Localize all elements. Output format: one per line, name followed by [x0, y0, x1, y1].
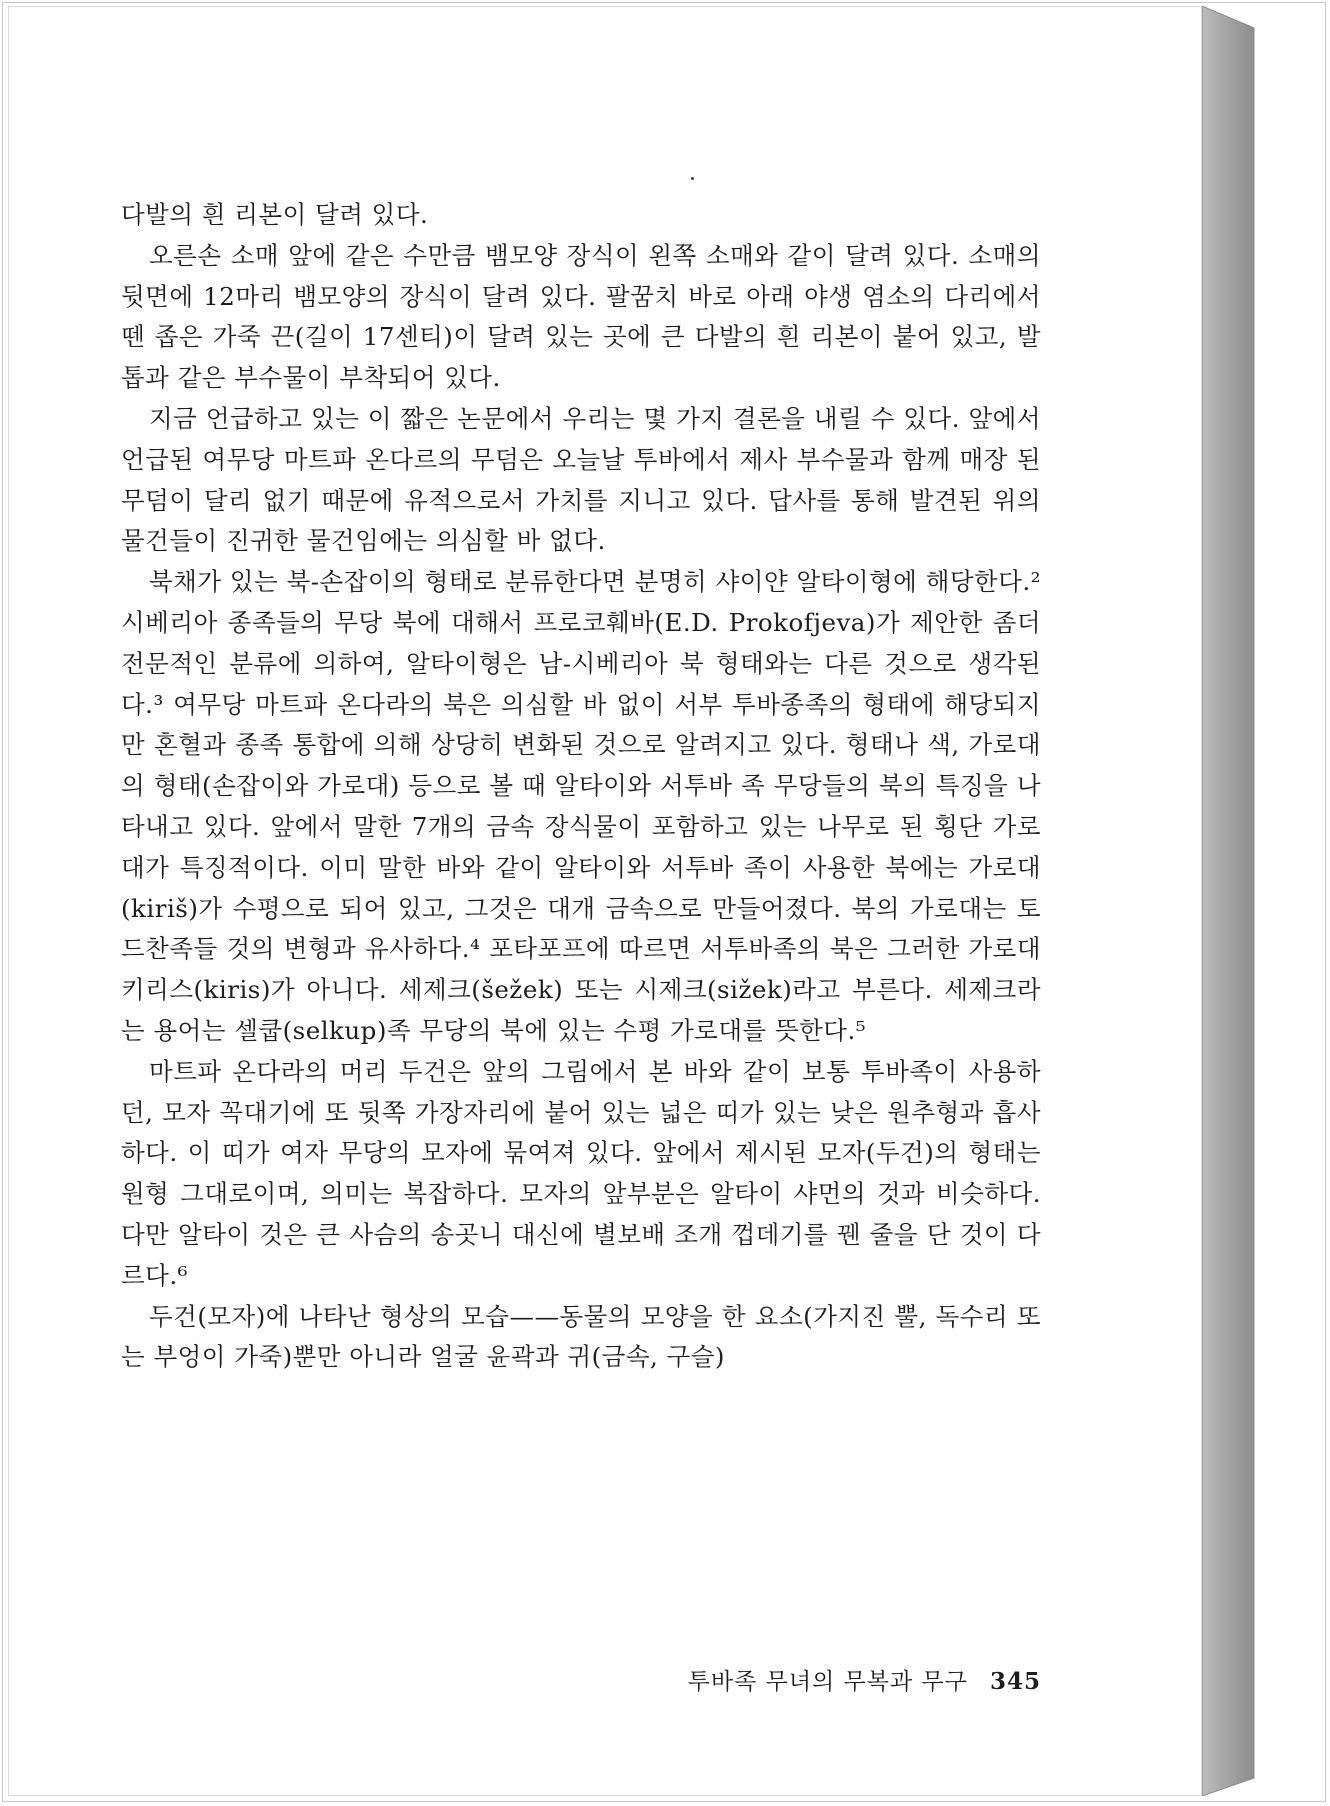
book	[8, 6, 1254, 1796]
book-spine	[1202, 6, 1258, 1796]
book-page	[8, 6, 1202, 1796]
ink-speck	[691, 177, 694, 180]
spine-shading	[1202, 6, 1258, 1796]
paragraph-conclusions: 지금 언급하고 있는 이 짧은 논문에서 우리는 몇 가지 결론을 내릴 수 있다. 앞에서 언급된 여무당 마트파 온다르의 무덤은 오늘날 투바에서 제사 부수물과 함께 매장 된 무덤이 달리 없기 때문에 유적으로서 가치를 지니고 있다. 답사를 통해 발견된 위의 물건들이 진귀한 물건임에는 의심할 바 없다.	[121, 403, 1041, 556]
paragraph-continuation: 다발의 흰 리본이 달려 있다.	[121, 200, 429, 229]
paragraph-sleeve-ornaments: 오른손 소매 앞에 같은 수만큼 뱀모양 장식이 왼쪽 소매와 같이 달려 있다. 소매의 뒷면에 12마리 뱀모양의 장식이 달려 있다. 팔꿈치 바로 아래 야생 염소의 다리에서 뗀 좁은 가죽 끈(길이 17센티)이 달려 있는 곳에 큰 다발의 흰 리본이 붙어 있고, 발톱과 같은 부수물이 부착되어 있다.	[121, 240, 1041, 393]
page-number: 345	[989, 1668, 1041, 1695]
page-footer	[121, 1663, 1041, 1696]
paragraph-drum-classification: 북채가 있는 북-손잡이의 형태로 분류한다면 분명히 샤이얀 알타이형에 해당한다.² 시베리아 종족들의 무당 북에 대해서 프로코훼바(E.D. Prokofjeva)가 제안한 좀더 전문적인 분류에 의하여, 알타이형은 남-시베리아 북 형태와는 다른 것으로 생각된다.³ 여무당 마트파 온다라의 북은 의심할 바 없이 서부 투바종족의 형태에 해당되지만 혼혈과 종족 통합에 의해 상당히 변화된 것으로 알려지고 있다. 형태나 색, 가로대의 형태(손잡이와 가로대) 등으로 볼 때 알타이와 서투바 족 무당들의 북의 특징을 나타내고 있다. 앞에서 말한 7개의 금속 장식물이 포함하고 있는 나무로 된 횡단 가로대가 특징적이다. 이미 말한 바와 같이 알타이와 서투바 족이 사용한 북에는 가로대(kiriš)가 수평으로 되어 있고, 그것은 대개 금속으로 만들어졌다. 북의 가로대는 토드찬족들 것의 변형과 유사하다.⁴ 포타포프에 따르면 서투바족의 북은 그러한 가로대 키리스(kiris)가 아니다. 세제크(šežek) 또는 시제크(sižek)라고 부른다. 세제크라는 용어는 셀쿱(selkup)족 무당의 북에 있는 수평 가로대를 뜻한다.⁵	[121, 567, 1041, 1045]
paragraph-hood-figures: 두건(모자)에 나타난 형상의 모습——동물의 모양을 한 요소(가지진 뿔, 독수리 또는 부엉이 가죽)뿐만 아니라 얼굴 윤곽과 귀(금속, 구슬)	[121, 1301, 1041, 1372]
paragraph-headdress: 마트파 온다라의 머리 두건은 앞의 그림에서 본 바와 같이 보통 투바족이 사용하던, 모자 꼭대기에 또 뒷쪽 가장자리에 붙어 있는 넓은 띠가 있는 낮은 원추형과 흡사하다. 이 띠가 여자 무당의 모자에 묶여져 있다. 앞에서 제시된 모자(두건)의 형태는 원형 그대로이며, 의미는 복잡하다. 모자의 앞부분은 알타이 샤먼의 것과 비슷하다. 다만 알타이 것은 큰 사슴의 송곳니 대신에 별보배 조개 껍데기를 꿴 줄을 단 것이 다르다.⁶	[121, 1056, 1041, 1290]
body-text	[121, 195, 1041, 1378]
running-title: 투바족 무녀의 무복과 무구	[687, 1669, 968, 1695]
